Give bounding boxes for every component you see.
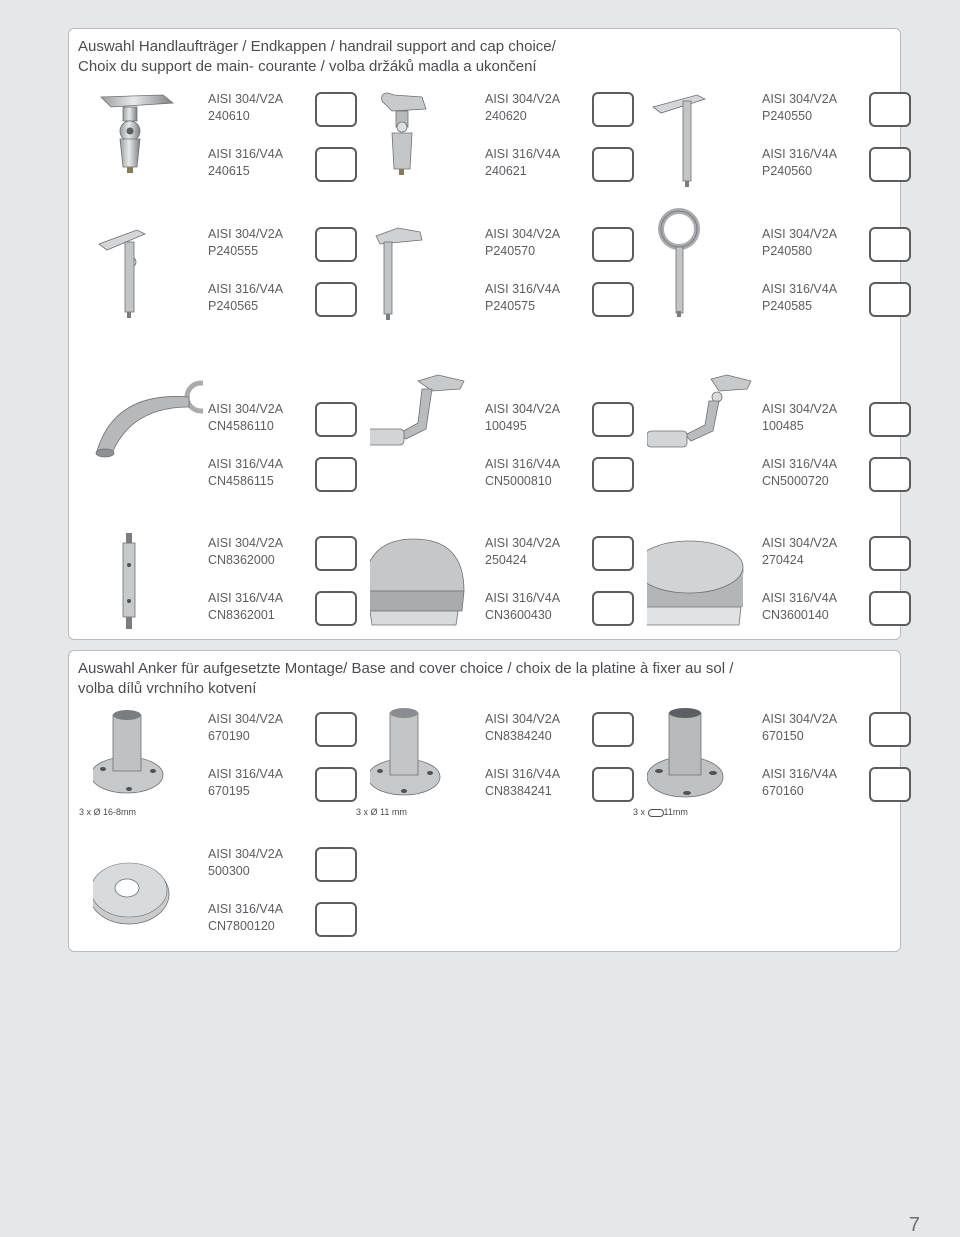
order-checkbox[interactable] xyxy=(315,227,357,262)
order-checkbox[interactable] xyxy=(315,147,357,182)
article-code: 240621 xyxy=(485,163,527,178)
hole-spec-note-suffix: 11mm xyxy=(663,807,688,817)
hole-spec-note: 3 x Ø 11 mm xyxy=(356,807,407,817)
article-code: 240620 xyxy=(485,108,527,123)
article-code: P240580 xyxy=(762,243,813,258)
article-code: P240555 xyxy=(208,243,259,258)
article-code: CN3600430 xyxy=(485,607,552,622)
grade-label: AISI 316/V4A xyxy=(208,902,284,916)
panel-title-line-2: Choix du support de main- courante / volba držáků madla a ukončení xyxy=(78,58,537,75)
article-code: CN8362001 xyxy=(208,607,275,622)
product-250424 xyxy=(370,531,646,643)
article-code: 670150 xyxy=(762,728,804,743)
grade-label: AISI 304/V2A xyxy=(762,402,838,416)
article-code: P240565 xyxy=(208,298,259,313)
round-base-flange-slotted-icon xyxy=(647,707,757,819)
handrail-support-panel xyxy=(68,28,901,640)
order-checkbox[interactable] xyxy=(869,227,911,262)
grade-label: AISI 316/V4A xyxy=(762,591,838,605)
article-code: P240560 xyxy=(762,163,813,178)
grade-label: AISI 316/V4A xyxy=(762,147,838,161)
article-code: 270424 xyxy=(762,552,804,567)
order-checkbox[interactable] xyxy=(869,767,911,802)
order-checkbox[interactable] xyxy=(315,536,357,571)
wall-bracket-icon xyxy=(370,397,480,509)
panel-title-line-1: Auswahl Anker für aufgesetzte Montage/ Base and cover choice / choix de la platine à fixer au sol / xyxy=(78,660,734,677)
order-checkbox[interactable] xyxy=(592,92,634,127)
round-base-flange-tall-icon xyxy=(370,707,480,819)
order-checkbox[interactable] xyxy=(315,847,357,882)
product-cn4586110 xyxy=(93,397,369,509)
grade-label: AISI 316/V4A xyxy=(208,767,284,781)
grade-label: AISI 304/V2A xyxy=(485,227,561,241)
article-code: 100495 xyxy=(485,418,527,433)
grade-label: AISI 304/V2A xyxy=(762,712,838,726)
grade-label: AISI 316/V4A xyxy=(762,282,838,296)
wall-bracket-swivel-icon xyxy=(647,397,757,509)
article-code: 240615 xyxy=(208,163,250,178)
panel-title xyxy=(78,37,556,77)
page-number: 7 xyxy=(908,1214,920,1236)
grade-label: AISI 304/V2A xyxy=(485,712,561,726)
product-p240570 xyxy=(370,222,646,334)
article-code: CN8362000 xyxy=(208,552,275,567)
grade-label: AISI 316/V4A xyxy=(485,282,561,296)
article-code: 670195 xyxy=(208,783,250,798)
grade-label: AISI 316/V4A xyxy=(762,457,838,471)
order-checkbox[interactable] xyxy=(869,536,911,571)
article-code: P240585 xyxy=(762,298,813,313)
article-code: P240550 xyxy=(762,108,813,123)
article-code: CN7800120 xyxy=(208,918,275,933)
grade-label: AISI 304/V2A xyxy=(208,92,284,106)
round-base-flange-icon xyxy=(93,707,203,819)
product-100485 xyxy=(647,397,923,509)
article-code: CN3600140 xyxy=(762,607,829,622)
order-checkbox[interactable] xyxy=(315,457,357,492)
article-code: CN8384241 xyxy=(485,783,552,798)
article-code: 500300 xyxy=(208,863,250,878)
cover-rosette-icon xyxy=(93,842,203,954)
post-bracket-saddle-top-icon xyxy=(370,222,480,334)
grade-label: AISI 304/V2A xyxy=(208,712,284,726)
grade-label: AISI 316/V4A xyxy=(485,767,561,781)
product-p240555 xyxy=(93,222,369,334)
grade-label: AISI 316/V4A xyxy=(485,147,561,161)
grade-label: AISI 316/V4A xyxy=(208,147,284,161)
product-500300 xyxy=(93,842,369,954)
order-checkbox[interactable] xyxy=(869,712,911,747)
product-240610 xyxy=(93,87,369,199)
flat-end-cap-icon xyxy=(647,531,757,643)
article-code: 240610 xyxy=(208,108,250,123)
grade-label: AISI 316/V4A xyxy=(485,457,561,471)
order-checkbox[interactable] xyxy=(592,402,634,437)
product-240620 xyxy=(370,87,646,199)
article-code: 100485 xyxy=(762,418,804,433)
swivel-handrail-bracket-icon xyxy=(370,87,480,199)
article-code: 670190 xyxy=(208,728,250,743)
order-checkbox[interactable] xyxy=(315,92,357,127)
flat-handrail-bracket-icon xyxy=(93,87,203,199)
grade-label: AISI 304/V2A xyxy=(762,227,838,241)
article-code: P240570 xyxy=(485,243,536,258)
grade-label: AISI 304/V2A xyxy=(485,92,561,106)
order-checkbox[interactable] xyxy=(592,282,634,317)
post-bracket-flat-top-icon xyxy=(647,87,757,199)
article-code: 670160 xyxy=(762,783,804,798)
article-code: CN5000720 xyxy=(762,473,829,488)
panel-title-line-2: volba dílů vrchního kotvení xyxy=(78,680,257,697)
order-checkbox[interactable] xyxy=(592,767,634,802)
hole-spec-note-prefix: 3 x xyxy=(633,807,646,817)
curved-tube-ring-bracket-icon xyxy=(93,397,203,509)
article-code: CN5000810 xyxy=(485,473,552,488)
grade-label: AISI 304/V2A xyxy=(208,847,284,861)
grade-label: AISI 304/V2A xyxy=(762,92,838,106)
product-670190 xyxy=(79,707,369,819)
order-checkbox[interactable] xyxy=(869,457,911,492)
order-checkbox[interactable] xyxy=(315,902,357,937)
order-checkbox[interactable] xyxy=(592,147,634,182)
article-code: P240575 xyxy=(485,298,536,313)
order-checkbox[interactable] xyxy=(315,282,357,317)
grade-label: AISI 304/V2A xyxy=(208,402,284,416)
grade-label: AISI 316/V4A xyxy=(208,282,284,296)
grade-label: AISI 304/V2A xyxy=(485,402,561,416)
order-checkbox[interactable] xyxy=(869,402,911,437)
order-checkbox[interactable] xyxy=(315,402,357,437)
domed-end-cap-icon xyxy=(370,531,480,643)
product-670150 xyxy=(633,707,923,819)
post-bracket-ring-top-icon xyxy=(647,207,757,319)
grade-label: AISI 316/V4A xyxy=(208,591,284,605)
order-checkbox[interactable] xyxy=(592,712,634,747)
base-and-cover-panel xyxy=(68,650,901,952)
order-checkbox[interactable] xyxy=(315,591,357,626)
order-checkbox[interactable] xyxy=(315,712,357,747)
grade-label: AISI 304/V2A xyxy=(762,536,838,550)
product-100495 xyxy=(370,397,646,509)
order-checkbox[interactable] xyxy=(869,92,911,127)
post-bracket-swivel-top-icon xyxy=(93,222,203,334)
order-checkbox[interactable] xyxy=(592,227,634,262)
order-checkbox[interactable] xyxy=(315,767,357,802)
order-checkbox[interactable] xyxy=(592,591,634,626)
article-code: CN4586110 xyxy=(208,418,274,433)
threaded-connector-pin-icon xyxy=(93,531,203,643)
product-cn8384240 xyxy=(356,707,646,819)
order-checkbox[interactable] xyxy=(869,282,911,317)
grade-label: AISI 316/V4A xyxy=(762,767,838,781)
order-checkbox[interactable] xyxy=(869,147,911,182)
slot-hole-icon xyxy=(648,809,664,817)
product-270424 xyxy=(647,531,923,643)
product-p240550 xyxy=(647,87,923,199)
grade-label: AISI 304/V2A xyxy=(485,536,561,550)
panel-title-line-1: Auswahl Handlaufträger / Endkappen / handrail support and cap choice/ xyxy=(78,38,556,55)
grade-label: AISI 304/V2A xyxy=(208,536,284,550)
grade-label: AISI 316/V4A xyxy=(208,457,284,471)
product-cn8362000 xyxy=(93,531,369,643)
order-checkbox[interactable] xyxy=(592,536,634,571)
order-checkbox[interactable] xyxy=(869,591,911,626)
article-code: 250424 xyxy=(485,552,527,567)
hole-spec-note: 3 x Ø 16-8mm xyxy=(79,807,137,817)
order-checkbox[interactable] xyxy=(592,457,634,492)
grade-label: AISI 316/V4A xyxy=(485,591,561,605)
panel-title xyxy=(78,659,733,699)
product-p240580 xyxy=(647,207,923,319)
article-code: CN4586115 xyxy=(208,473,274,488)
article-code: CN8384240 xyxy=(485,728,552,743)
grade-label: AISI 304/V2A xyxy=(208,227,284,241)
